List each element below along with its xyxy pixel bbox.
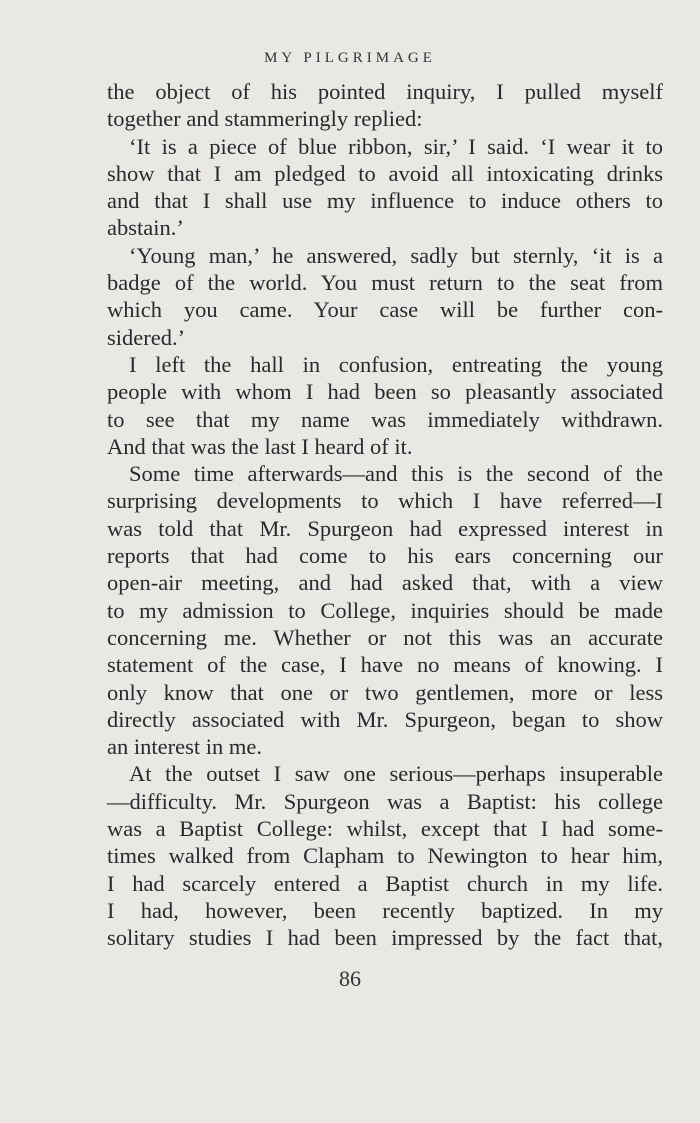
text-line: concerning me. Whether or not this was an accurate xyxy=(107,624,663,650)
text-line: only know that one or two gentlemen, more or less xyxy=(107,679,663,705)
text-line: ‘Young man,’ he answered, sadly but sternly, ‘it is a xyxy=(129,242,663,268)
text-line: was told that Mr. Spurgeon had expressed interest in xyxy=(107,515,663,541)
text-line: I had scarcely entered a Baptist church in my life. xyxy=(107,870,663,896)
text-line: an interest in me. xyxy=(107,734,262,760)
text-line: open-air meeting, and had asked that, with a view xyxy=(107,570,663,596)
text-line: times walked from Clapham to Newington to hear him, xyxy=(107,843,663,869)
text-line: badge of the world. You must return to the seat from xyxy=(107,270,663,296)
text-line: At the outset I saw one serious—perhaps insuperable xyxy=(129,761,663,787)
text-line: And that was the last I heard of it. xyxy=(107,433,413,459)
body-text xyxy=(107,78,663,952)
text-line: sidered.’ xyxy=(107,324,186,350)
text-line: ‘It is a piece of blue ribbon, sir,’ I said. ‘I wear it to xyxy=(129,133,663,159)
text-line: I had, however, been recently baptized. In my xyxy=(107,897,663,923)
text-line: which you came. Your case will be further con- xyxy=(107,297,663,323)
text-line: statement of the case, I have no means of knowing. I xyxy=(107,652,663,678)
text-line: to see that my name was immediately withdrawn. xyxy=(107,406,663,432)
text-line: surprising developments to which I have referred—I xyxy=(107,488,663,514)
text-line: to my admission to College, inquiries should be made xyxy=(107,597,663,623)
text-line: Some time afterwards—and this is the second of the xyxy=(129,461,663,487)
page-number: 86 xyxy=(339,966,361,991)
text-line: together and stammeringly replied: xyxy=(107,106,423,132)
text-line: directly associated with Mr. Spurgeon, began to show xyxy=(107,706,663,732)
text-line: I left the hall in confusion, entreating the young xyxy=(129,351,663,377)
text-line: —difficulty. Mr. Spurgeon was a Baptist: his college xyxy=(107,788,663,814)
text-line: reports that had come to his ears concerning our xyxy=(107,543,663,569)
text-line: was a Baptist College: whilst, except that I had some- xyxy=(107,816,663,842)
text-line: solitary studies I had been impressed by the fact that, xyxy=(107,925,663,951)
text-line: show that I am pledged to avoid all intoxicating drinks xyxy=(107,160,663,186)
running-head: MY PILGRIMAGE xyxy=(264,50,436,66)
text-line: the object of his pointed inquiry, I pulled myself xyxy=(107,79,663,104)
text-line: people with whom I had been so pleasantly associated xyxy=(107,379,663,405)
text-line: and that I shall use my influence to induce others to xyxy=(107,188,663,214)
text-line: abstain.’ xyxy=(107,215,184,241)
